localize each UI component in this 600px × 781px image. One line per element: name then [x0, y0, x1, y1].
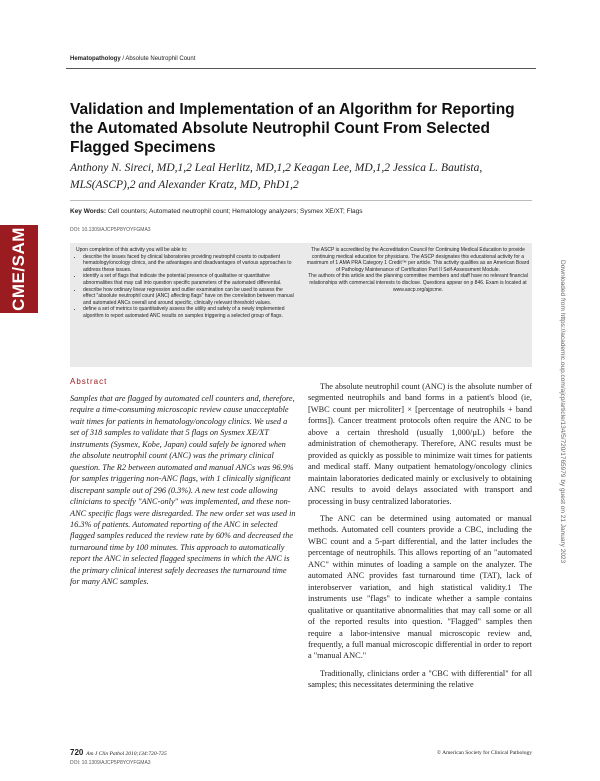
keywords-label: Key Words:: [70, 208, 106, 215]
doi-line: DOI: 10.1309/AJCP5P8YOYFGMA3: [70, 227, 151, 233]
footer-doi: DOI: 10.1309/AJCP5P8YOYFGMA3: [70, 760, 151, 766]
abstract-heading: Abstract: [70, 377, 108, 386]
keywords-value: Cell counters; Automated neutrophil count; Hematology analyzers; Sysmex XE/XT; Flags: [107, 208, 363, 215]
learning-objectives: [76, 247, 296, 320]
divider: [70, 200, 532, 201]
header-rule: [66, 68, 536, 69]
page-number: 720: [70, 748, 84, 757]
copyright: © American Society for Clinical Pathology: [436, 750, 532, 756]
subsection-name: Absolute Neutrophil Count: [125, 56, 196, 62]
download-watermark: [556, 240, 568, 780]
section-name: Hematopathology: [70, 56, 121, 62]
accreditation-text: The ASCP is accredited by the Accreditation Council for Continuing Medical Education to provide continuing medical education for physicians. The ASCP designates this educational activity for a maximum of 1 AMA PRA Category 1 Credit™ per article. This activity qualifies as an American Board of Pathology Maintenance of Certification Part II Self-Assessment Module.: [306, 247, 530, 273]
journal-citation: Am J Clin Pathol 2010;134:720-725: [86, 751, 167, 757]
body-text: [308, 381, 532, 697]
author-list: Anthony N. Sireci, MD,1,2 Leal Herlitz, MD,1,2 Keagan Lee, MD,1,2 Jessica L. Bautista, MLS(ASCP),2 and Alexander Kratz, MD, PhD1,2: [70, 162, 483, 191]
disclosure-text: The authors of this article and the planning committee members and staff have no relevant financial relationships with commercial interests to disclose. Questions appear on p 846. Exam is located at www.ascp.org/ajpcme.: [308, 273, 528, 293]
download-watermark-text: Downloaded from https://academic.oup.com/ajcp/article/134/5/720/1765979 by guest on 21 January 2023: [559, 260, 566, 564]
keywords: [70, 208, 363, 215]
body-paragraph: The ANC can be determined using automated or manual methods. Automated cell counters provide a CBC, including the WBC count and a 5-part differential, and the latter includes the percentage of neutrophils. This allows reporting of an "automated ANC" within minutes of loading a sample on the analyzer. The automated ANC provides fast turnaround time (TAT), lack of interobserver variation, and high statistical validity.1 The instruments use "flags" to indicate whether a sample contains qualitative or quantitative abnormalities that may call some or all of the reported results into question. "Flagged" samples then require a labor-intensive manual microscopic review and, frequently, a full manual microscopic differential in order to report a "manual ANC.": [308, 513, 532, 661]
running-header: Hematopathology / Absolute Neutrophil Count: [70, 56, 196, 62]
objective-item: • describe the issues faced by clinical laboratories providing neutrophil counts to outpatient hematology/oncology clinics, and the advantages and disadvantages of various approaches to address these issues.: [83, 254, 296, 274]
page-footer: [70, 748, 532, 757]
body-paragraph: The absolute neutrophil count (ANC) is the absolute number of segmented neutrophils and band forms in a patient's blood (ie, [WBC count per microliter] × [percentage of neutrophils + band forms]). Cancer treatment protocols often require the ANC to be above a certain threshold (usually 1,000/µL) before the administration of chemotherapy. Therefore, ANC results must be provided as quickly as possible to minimize wait times for patients and medical staff. Many outpatient hematology/oncology clinics maintain laboratories dedicated mainly or exclusively to obtaining ANC results to avoid delays associated with transport and processing in busy centralized laboratories.: [308, 382, 532, 506]
objective-item: • describe how ordinary linear regression and outlier examination can be used to assess the effect "absolute neutrophil count (ANC) affecting flags" have on the correlation between manual and automated ANCs overall and around specific, clinically relevant threshold values.: [83, 287, 296, 307]
abstract-text: Samples that are flagged by automated cell counters and, therefore, require a time-consuming microscopic review cause unacceptable wait times for patients in hematology/oncology clinics. We used a set of 318 samples to validate that 5 flags on Sysmex XE/XT instruments (Sysmex, Kobe, Japan) could safely be ignored when the absolute neutrophil count (ANC) was the primary clinical question. The R2 between automated and manual ANCs was 96.9% for samples triggering non-ANC flags, with 1 clinically significant discrepant sample out of 296 (0.3%). A new test code allowing clinicians to specify "ANC-only" was implemented, and these non-ANC specific flags were disregarded. The new order set was used in 16.3% of patients. Automated reporting of the ANC in selected flagged samples reduced the review rate by 60% and decreased the turnaround time by 100 minutes. This approach to automatically report the ANC in selected flagged specimens in which the ANC is the primary clinical interest safely decreases the turnaround time for many ANC samples.: [70, 394, 296, 587]
objective-item: • define a set of metrics to quantitatively assess the utility and safety of a newly implemented algorithm to report automated ANC results on samples triggering a selected group of flags.: [83, 306, 296, 319]
cme-sam-tab: [0, 225, 38, 313]
accreditation-info: [306, 247, 530, 293]
objectives-intro: Upon completion of this activity you will be able to:: [76, 247, 188, 253]
article-title: Validation and Implementation of an Algorithm for Reporting the Automated Absolute Neutrophil Count From Selected Flagged Specimens: [70, 101, 515, 156]
body-paragraph: Traditionally, clinicians order a "CBC with differential" for all samples; this necessitates determining the relative: [308, 668, 532, 690]
objective-item: • identify a set of flags that indicate the potential presence of qualitative or quantitative abnormalities that may call into question specific parameters of the automated differential.: [83, 273, 296, 286]
cme-sam-label: CME/SAM: [9, 227, 28, 311]
